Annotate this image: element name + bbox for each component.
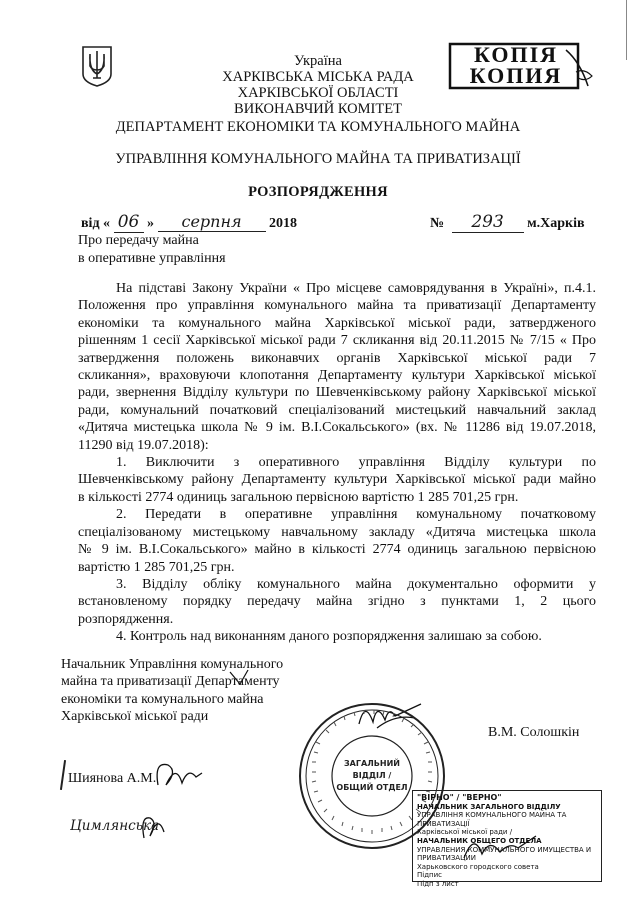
verno-stamp-line: Харьковского городского совета — [417, 862, 539, 871]
body-line: На підставі Закону України « Про місцеве самоврядування в Україні», п.4.1. — [116, 281, 596, 296]
order-date — [81, 212, 297, 233]
body-line: ради, звернення Відділу культури по Шевченківському району Харківської міської — [78, 385, 596, 401]
signatory-title-line: Харківської міської ради — [61, 709, 209, 725]
body-line: Положення про управління комунального майна та приватизації Департаменту — [78, 298, 596, 314]
region-name: ХАРКІВСЬКОЇ ОБЛАСТІ — [237, 85, 399, 101]
verno-stamp-line: "ВІРНО" / "ВЕРНО" — [417, 793, 502, 802]
body-line: скликання», враховуючи клопотання Департаменту культури Харківської міської — [78, 368, 596, 384]
body-line: рішенням 1 сесії Харківської міської ради 7 скликання від 20.11.2015 № 7/15 « Про — [78, 333, 596, 349]
verno-stamp-line: УПРАВЛІННЯ КОМУНАЛЬНОГО МАЙНА ТА ПРИВАТИЗАЦІЇ — [417, 811, 567, 828]
department-name: ДЕПАРТАМЕНТ ЕКОНОМІКИ ТА КОМУНАЛЬНОГО МАЙНА — [115, 119, 521, 135]
verno-stamp-line: УПРАВЛЕНИЯ КОММУНАЛЬНОГО ИМУЩЕСТВА И ПРИВАТИЗАЦИИ — [417, 845, 592, 863]
signatory-title-line: Начальник Управління комунального — [61, 657, 284, 672]
verno-stamp-line: НАЧАЛЬНИК ОБЩЕГО ОТДЕЛА — [417, 836, 542, 845]
item2-line: вартістю 1 285 701,25 грн. — [78, 559, 235, 575]
verno-stamp-line: Підп з лист — [417, 879, 459, 888]
item3-line: встановленому порядку передачу майна згідно з пунктами 1, 2 цього — [78, 594, 596, 610]
subject-line1: Про передачу майна — [78, 233, 199, 248]
round-stamp-line: ЗАГАЛЬНИЙ — [344, 759, 400, 768]
country-name: Україна — [294, 53, 342, 69]
round-stamp-line: ОБЩИЙ ОТДЕЛ — [336, 783, 408, 792]
verno-stamp-line: Харківської міської ради / — [417, 828, 513, 837]
verno-stamp-line: Підпис — [417, 871, 443, 880]
executor-1: Шиянова А.М. — [68, 771, 157, 786]
signatory-title-line: економіки та комунального майна — [61, 691, 264, 707]
executor-2-signature — [136, 810, 170, 844]
council-name: ХАРКІВСЬКА МІСЬКА РАДА — [222, 69, 414, 85]
item2-line: № 9 ім. В.І.Сокальського» майно в кількості 2774 одиниць загальною первісною — [78, 542, 596, 558]
executor-bracket — [60, 760, 66, 790]
date-month: серпня — [158, 212, 266, 232]
executor-2: Цимлянська — [70, 818, 160, 834]
date-year: 2018 — [269, 216, 298, 231]
check-mark-icon — [228, 668, 250, 690]
item1-line: в кількості 2774 одиниць загальною первісною вартістю 1 285 701,25 грн. — [78, 489, 519, 505]
subject-line2: в оперативне управління — [78, 251, 226, 266]
date-day: 06 — [114, 212, 144, 233]
item2-line: спеціалізованому мистецькому навчальному закладу «Дитяча мистецька школа — [78, 524, 596, 540]
item2-line: 2. Передати в оперативне управління комунальному початковому — [116, 507, 596, 523]
round-stamp-line: ВІДДІЛ / — [352, 771, 392, 780]
body-line: ради, комунальний початковий спеціалізований мистецький навчальний заклад — [78, 402, 596, 418]
date-prefix: від « — [81, 216, 111, 231]
item3-line: розпорядження. — [78, 611, 174, 627]
item1-line: 1. Виключити з оперативного управління Відділу культури по — [116, 455, 596, 471]
date-mid: » — [147, 216, 155, 231]
item3-line: 3. Відділу обліку комунального майна документально оформити у — [116, 576, 596, 592]
body-line: затвердження положень виконавчих органів Харківської міської ради 7 — [78, 350, 596, 366]
item1-line: Шевченківському району Департаменту культури Харківської міської ради майно — [78, 472, 596, 488]
preamble-paragraph — [78, 280, 596, 646]
signatory-title-line: майна та приватизації Департаменту — [61, 674, 280, 690]
division-name: УПРАВЛІННЯ КОМУНАЛЬНОГО МАЙНА ТА ПРИВАТИЗАЦІЇ — [115, 151, 521, 167]
body-line: 11290 від 19.07.2018): — [78, 437, 209, 453]
verno-signature — [460, 828, 540, 868]
city-name: м.Харків — [527, 216, 585, 231]
signatory-name: В.М. Солошкін — [488, 725, 580, 740]
page-edge — [626, 0, 627, 60]
number-value: 293 — [452, 212, 524, 233]
number-label: № — [430, 216, 445, 231]
body-line: економіки та комунального майна Харківської міської ради, затвердженого — [78, 315, 596, 331]
copy-stamp-line1: КОПІЯ — [473, 42, 559, 67]
copy-stamp-line2: КОПИЯ — [469, 63, 563, 88]
verno-stamp-line: НАЧАЛЬНИК ЗАГАЛЬНОГО ВІДДІЛУ — [417, 802, 561, 811]
signatory-title — [61, 656, 283, 726]
order-number — [430, 212, 585, 233]
committee-name: ВИКОНАВЧИЙ КОМІТЕТ — [234, 101, 402, 117]
item4-line: 4. Контроль над виконанням даного розпорядження залишаю за собою. — [116, 629, 542, 645]
document-type: РОЗПОРЯДЖЕННЯ — [248, 184, 388, 200]
executor-1-signature — [152, 755, 204, 797]
body-line: «Дитяча мистецька школа № 9 ім. В.І.Сокальського» (вх. № 11286 від 19.07.2018, — [78, 420, 596, 436]
